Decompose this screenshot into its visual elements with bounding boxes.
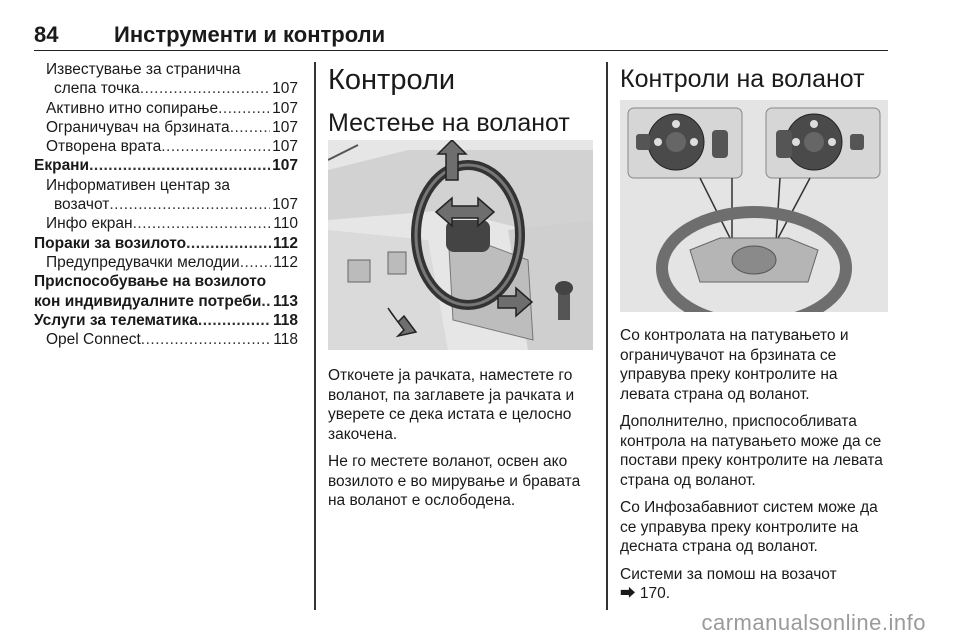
toc-leader-dots [133,214,272,233]
toc-entry-text: Информативен центар за [46,176,231,194]
toc-entry [34,253,298,272]
toc-entry-page: 113 [272,292,298,310]
toc-leader-dots [218,99,270,118]
toc-entry-text: Активно итно сопирање [46,99,219,117]
toc-entry [34,214,298,233]
toc-leader-dots [89,156,270,175]
toc-leader-dots [186,234,271,253]
toc-entry-page: 107 [272,138,298,156]
toc-entry [34,137,298,156]
toc-leader-dots [140,79,270,98]
toc-entry-text: Opel Connect [46,331,141,349]
paragraph: Не го местете воланот, освен ако возилото е во мирување и бравата на воланот е ослободена. [328,453,581,509]
chapter-title: Инструменти и контроли [114,22,386,47]
toc-entry-page: 107 [272,196,298,214]
subsection-heading: Местење на воланот [328,109,570,137]
toc-entry [34,330,298,349]
toc-entry-text: Известување за странична [46,61,241,78]
paragraph: Системи за помош на возачот [620,565,837,583]
paragraph: Откочете ја рачката, наместете го воланот, па заглавете ја рачката и уверете се дека истата е целосно закочена. [328,367,575,443]
toc-entry-page: 112 [273,253,298,271]
toc-entry-text: Услуги за телематика [34,311,198,329]
toc-entry [34,176,298,195]
watermark: carmanualsonline.info [701,610,926,635]
middle-text [328,366,593,519]
toc-entry-page: 112 [272,234,298,252]
toc-entry-text: возачот [54,196,110,214]
page-reference [620,584,888,604]
toc-entry-page: 110 [273,215,298,233]
toc-leader-dots [240,253,272,272]
toc-entry-text: кон индивидуалните потреби [34,292,262,310]
toc-leader-dots [161,137,270,156]
toc-entry [34,272,298,291]
toc-entry [34,311,298,330]
toc-leader-dots [198,311,271,330]
column-divider [314,62,316,610]
toc-entry [34,234,298,253]
toc-entry [34,195,298,214]
toc-entry-page: 118 [272,311,298,329]
page-number: 84 [34,22,59,47]
section-heading: Контроли [328,64,456,96]
steering-controls-illustration [620,100,888,312]
toc-entry-text: слепа точка [54,80,140,98]
page-reference-number: 170. [639,585,670,602]
toc-leader-dots [109,195,270,214]
paragraph: Со Инфозабавниот систем може да се управува преку контролите на десната страна од воланот. [620,499,878,555]
toc-entry-text: Инфо екран [46,215,133,233]
toc-entry-text: Пораки за возилото [34,234,187,252]
paragraph: Дополнително, приспособливата контрола на патувањето може да се постави преку контролите на левата страна од воланот. [620,413,883,489]
toc-entry-text: Екрани [34,157,90,175]
column-divider [606,62,608,610]
paragraph: Со контролата на патувањето и ограничувачот на брзината се управува преку контролите на левата страна од воланот. [620,327,849,403]
toc-entry-text: Предупредувачки мелодии [46,253,240,271]
arrow-reference-icon: ⮕ [620,585,636,602]
steering-adjust-figure [328,140,593,350]
toc-entry-page: 107 [272,99,298,117]
toc-entry [34,79,298,98]
toc-entry [34,118,298,137]
toc-list [34,60,298,349]
toc-leader-dots [141,330,272,349]
toc-leader-dots [230,118,270,137]
toc-entry-text: Отворена врата [46,138,162,156]
toc-entry-page: 107 [272,80,298,98]
toc-leader-dots [261,292,271,311]
toc-entry-page: 118 [273,331,298,349]
toc-entry [34,60,298,79]
right-text [620,326,888,612]
toc-entry-text: Ограничувач на брзината [46,118,230,136]
page-header [34,20,888,51]
toc-entry [34,156,298,175]
middle-column [328,60,593,138]
right-column [620,60,888,94]
toc-entry-page: 107 [272,118,298,136]
toc-entry-text: Приспособување на возилото [34,273,267,291]
toc-entry [34,292,298,311]
toc-entry-page: 107 [272,157,298,175]
toc-entry [34,99,298,118]
section-heading: Контроли на воланот [620,65,865,93]
steering-adjust-illustration [328,140,593,350]
steering-controls-figure [620,100,888,312]
